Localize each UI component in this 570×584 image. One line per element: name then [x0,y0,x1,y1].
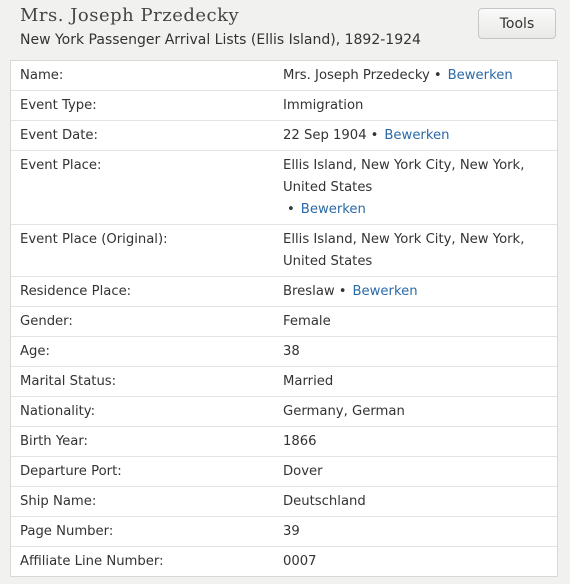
field-value: Dover [283,464,323,479]
record-details-table [10,60,558,577]
row-gender [11,307,557,337]
field-value [283,281,557,303]
row-name [11,61,557,91]
field-label: Event Place (Original): [20,232,168,247]
field-value: 1866 [283,434,317,449]
field-value: 38 [283,344,300,359]
field-label: Residence Place: [20,284,132,299]
row-event-type [11,91,557,121]
row-departure-port [11,457,557,487]
record-title: Mrs. Joseph Przedecky [20,5,240,26]
field-label: Marital Status: [20,374,117,389]
row-marital-status [11,367,557,397]
event-place-value: Ellis Island, New York City, New York, United States [283,158,525,195]
row-event-place [11,151,557,225]
field-label: Page Number: [20,524,114,539]
field-value: Married [283,374,334,389]
field-label: Event Type: [20,98,97,113]
row-age [11,337,557,367]
field-label: Affiliate Line Number: [20,554,164,569]
field-label: Age: [20,344,50,359]
collection-title: New York Passenger Arrival Lists (Ellis Island), 1892-1924 [20,32,421,48]
row-page-number [11,517,557,547]
field-label: Event Date: [20,128,98,143]
field-label: Birth Year: [20,434,88,449]
row-residence-place [11,277,557,307]
row-event-place-original [11,225,557,277]
field-value [283,65,557,87]
residence-place-value: Breslaw [283,284,335,299]
edit-event-date-link[interactable]: Bewerken [384,128,450,143]
field-value: Deutschland [283,494,366,509]
bullet-separator: • [338,284,347,299]
field-value: 0007 [283,554,317,569]
field-value: Immigration [283,98,364,113]
field-label: Name: [20,68,64,83]
field-value: Germany, German [283,404,405,419]
edit-event-place-link[interactable]: Bewerken [300,202,366,217]
row-ship-name [11,487,557,517]
bullet-separator: • [370,128,379,143]
field-label: Departure Port: [20,464,122,479]
row-event-date [11,121,557,151]
field-value: Female [283,314,331,329]
field-label: Gender: [20,314,73,329]
field-value: Ellis Island, New York City, New York, United States [283,232,525,269]
record-header [0,0,570,60]
edit-residence-place-link[interactable]: Bewerken [352,284,418,299]
field-value [283,155,557,221]
bullet-separator: • [287,202,295,217]
field-label: Ship Name: [20,494,97,509]
edit-name-link[interactable]: Bewerken [447,68,513,83]
tools-button[interactable]: Tools [478,8,556,39]
field-value [283,125,557,147]
row-birth-year [11,427,557,457]
row-affiliate-line-number [11,547,557,576]
event-date-value: 22 Sep 1904 [283,128,367,143]
bullet-separator: • [433,68,442,83]
name-value: Mrs. Joseph Przedecky [283,68,430,83]
field-label: Nationality: [20,404,96,419]
edit-line [283,199,551,221]
field-value: 39 [283,524,300,539]
row-nationality [11,397,557,427]
field-label: Event Place: [20,158,102,173]
